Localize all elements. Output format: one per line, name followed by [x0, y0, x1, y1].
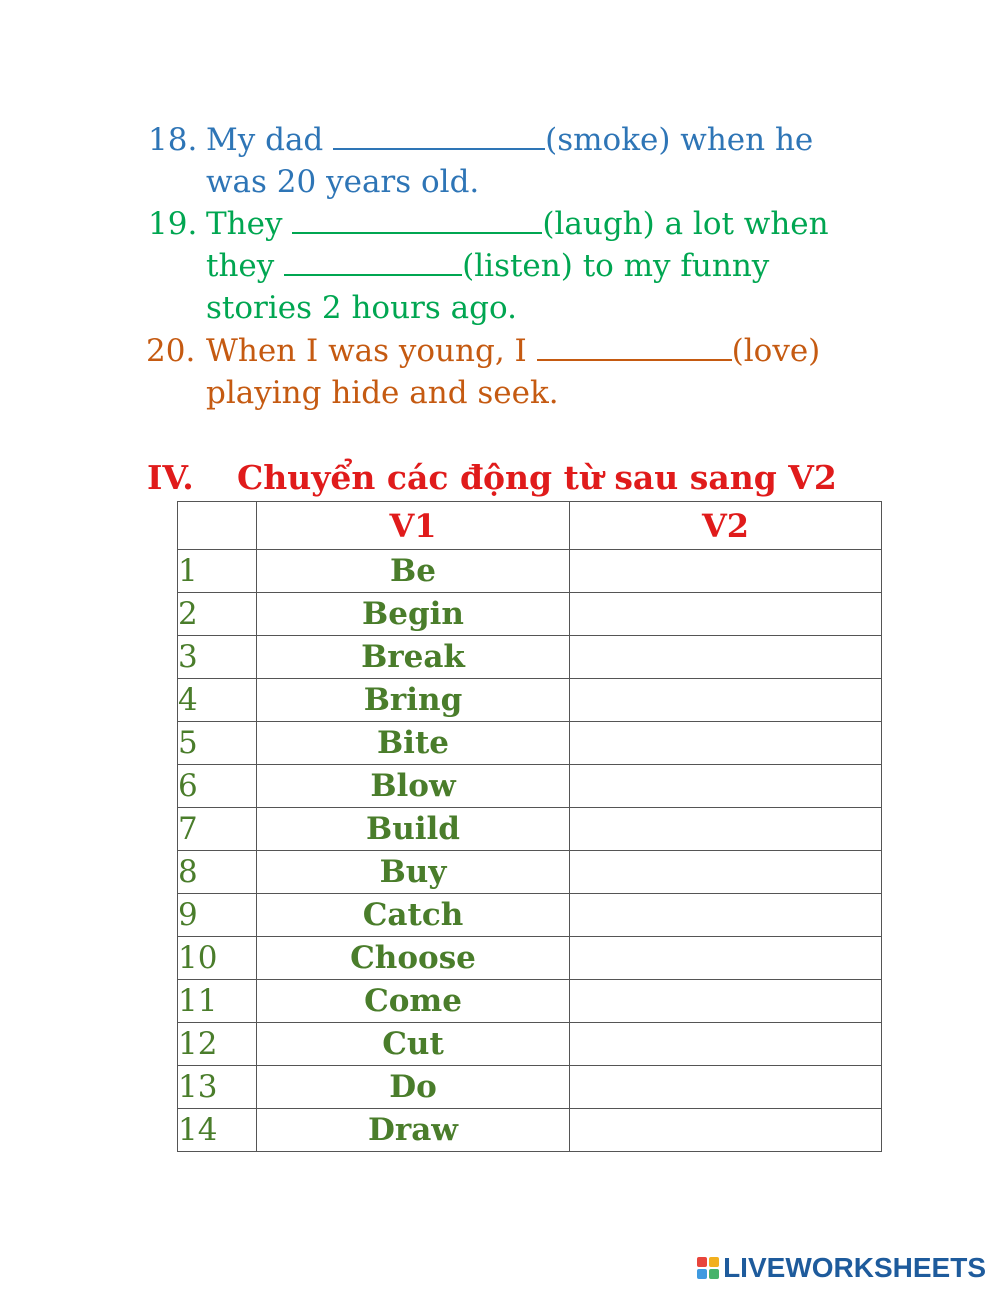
section-title: Chuyển các động từ sau sang V2	[237, 458, 837, 497]
row-number: 13	[178, 1066, 257, 1109]
table-row	[178, 1109, 882, 1152]
logo-mark-square	[697, 1269, 707, 1279]
verb-v1: Begin	[257, 593, 570, 636]
exercise-number: 20.	[146, 333, 196, 369]
table-row	[178, 937, 882, 980]
exercise-text: When I was young, I	[206, 333, 537, 369]
logo-text: LIVEWORKSHEETS	[723, 1252, 986, 1283]
verb-v1: Be	[257, 550, 570, 593]
liveworksheets-logo	[697, 1252, 986, 1284]
section-heading	[147, 458, 837, 497]
header-index	[178, 502, 257, 550]
verb-v1: Bite	[257, 722, 570, 765]
table-header-row	[178, 502, 882, 550]
row-number: 6	[178, 765, 257, 808]
verb-v1: Come	[257, 980, 570, 1023]
row-number: 7	[178, 808, 257, 851]
verb-v2-answer[interactable]	[570, 1023, 882, 1066]
table-row	[178, 1023, 882, 1066]
verb-v1: Draw	[257, 1109, 570, 1152]
verb-v1: Cut	[257, 1023, 570, 1066]
verb-v2-answer[interactable]	[570, 808, 882, 851]
exercise-text: My dad	[206, 122, 334, 158]
table-row	[178, 550, 882, 593]
verb-v1: Catch	[257, 894, 570, 937]
verb-v2-answer[interactable]	[570, 980, 882, 1023]
verb-v2-answer[interactable]	[570, 722, 882, 765]
exercise-text: (laugh) a lot when	[542, 206, 829, 242]
answer-blank[interactable]	[284, 246, 462, 276]
exercise-text: stories 2 hours ago.	[206, 290, 517, 326]
verb-v2-answer[interactable]	[570, 765, 882, 808]
row-number: 10	[178, 937, 257, 980]
header-v2: V2	[570, 502, 882, 550]
verb-v1: Do	[257, 1066, 570, 1109]
row-number: 1	[178, 550, 257, 593]
answer-blank[interactable]	[333, 120, 545, 150]
exercise-text: (listen) to my funny	[462, 248, 770, 284]
logo-mark-square	[709, 1269, 719, 1279]
verb-v2-answer[interactable]	[570, 894, 882, 937]
row-number: 5	[178, 722, 257, 765]
exercise-text: playing hide and seek.	[206, 375, 559, 411]
exercise-text: They	[206, 206, 293, 242]
verb-v1: Break	[257, 636, 570, 679]
verb-v1: Choose	[257, 937, 570, 980]
verb-v2-answer[interactable]	[570, 679, 882, 722]
row-number: 12	[178, 1023, 257, 1066]
table-row	[178, 722, 882, 765]
verb-v2-answer[interactable]	[570, 1066, 882, 1109]
logo-mark-square	[709, 1257, 719, 1267]
table-row	[178, 765, 882, 808]
verb-v1: Bring	[257, 679, 570, 722]
verb-v2-answer[interactable]	[570, 851, 882, 894]
table-row	[178, 808, 882, 851]
row-number: 2	[178, 593, 257, 636]
table-row	[178, 851, 882, 894]
answer-blank[interactable]	[292, 204, 542, 234]
table-row	[178, 679, 882, 722]
verb-table	[177, 501, 882, 1152]
header-v1: V1	[257, 502, 570, 550]
table-row	[178, 894, 882, 937]
row-number: 4	[178, 679, 257, 722]
verb-v2-answer[interactable]	[570, 937, 882, 980]
row-number: 9	[178, 894, 257, 937]
row-number: 11	[178, 980, 257, 1023]
row-number: 14	[178, 1109, 257, 1152]
exercise-text: they	[206, 248, 285, 284]
section-number: IV.	[147, 458, 194, 497]
exercise-text: (smoke) when he	[545, 122, 814, 158]
table-row	[178, 1066, 882, 1109]
logo-mark-square	[697, 1257, 707, 1267]
row-number: 3	[178, 636, 257, 679]
verb-v1: Buy	[257, 851, 570, 894]
exercise-number: 19.	[148, 206, 198, 242]
answer-blank[interactable]	[537, 331, 732, 361]
table-row	[178, 593, 882, 636]
exercise-number: 18.	[148, 122, 198, 158]
verb-table-body	[178, 550, 882, 1152]
table-row	[178, 636, 882, 679]
exercise-text: was 20 years old.	[206, 164, 480, 200]
verb-v2-answer[interactable]	[570, 1109, 882, 1152]
verb-v1: Blow	[257, 765, 570, 808]
row-number: 8	[178, 851, 257, 894]
table-row	[178, 980, 882, 1023]
logo-mark-icon	[697, 1257, 719, 1279]
verb-v2-answer[interactable]	[570, 636, 882, 679]
verb-v1: Build	[257, 808, 570, 851]
verb-v2-answer[interactable]	[570, 593, 882, 636]
exercise-text: (love)	[731, 333, 821, 369]
verb-v2-answer[interactable]	[570, 550, 882, 593]
